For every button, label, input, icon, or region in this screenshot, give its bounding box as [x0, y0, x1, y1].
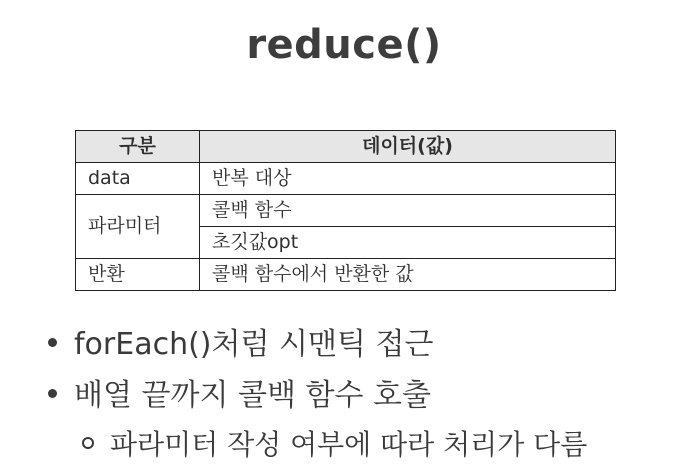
table-row	[76, 195, 616, 227]
table-row	[76, 259, 616, 291]
sub-bullet-item	[82, 428, 588, 461]
row-label-params: 파라미터	[76, 195, 200, 259]
reduce-info-table	[75, 130, 616, 291]
row-value-return: 콜백 함수에서 반환한 값	[200, 259, 616, 291]
table-header-row	[76, 131, 616, 163]
bullet-text: forEach()처럼 시맨틱 접근	[74, 327, 434, 362]
row-label-data: data	[76, 163, 200, 195]
bullet-text: 배열 끝까지 콜백 함수 호출	[74, 378, 431, 413]
bullet-item	[48, 378, 431, 413]
page-title: reduce()	[246, 22, 442, 68]
row-label-return: 반환	[76, 259, 200, 291]
sub-bullet-text: 파라미터 작성 여부에 따라 처리가 다름	[110, 428, 588, 461]
header-category: 구분	[76, 131, 200, 163]
header-data-value: 데이터(값)	[200, 131, 616, 163]
bullet-ring-icon	[82, 437, 94, 449]
row-value-data: 반복 대상	[200, 163, 616, 195]
row-value-initial: 초깃값opt	[200, 227, 616, 259]
table-row	[76, 163, 616, 195]
row-value-callback: 콜백 함수	[200, 195, 616, 227]
bullet-dot-icon	[48, 338, 57, 347]
bullet-item	[48, 327, 434, 362]
bullet-dot-icon	[48, 389, 57, 398]
